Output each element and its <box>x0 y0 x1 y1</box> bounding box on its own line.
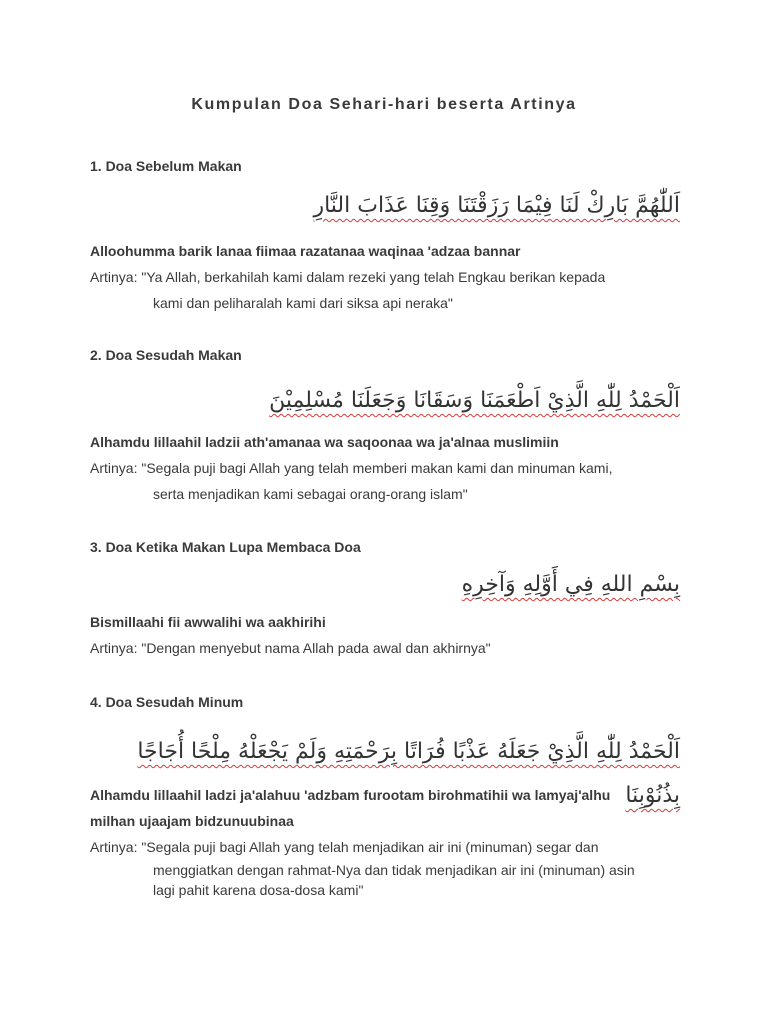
translation <box>90 455 680 507</box>
doa-section-1 <box>90 156 680 316</box>
latin-line: milhan ujaajam bidzunuubinaa <box>90 813 294 829</box>
translation-line: Artinya: "Dengan menyebut nama Allah pada awal dan akhirnya" <box>90 640 491 656</box>
document-title: Kumpulan Doa Sehari-hari beserta Artinya <box>191 96 577 113</box>
arabic-text: اَلْحَمْدُ لِلّٰهِ الَّذِيْ جَعَلَهُ عَذْبًا فُرَاتًا بِرَحْمَتِهِ وَلَمْ يَجْعَلْهُ مِلْحًا أُجَاجًا بِذُنُوْبِنَا <box>137 739 680 808</box>
translation <box>90 834 680 900</box>
doa-section-2 <box>90 345 680 507</box>
translation-line: lagi pahit karena dosa-dosa kami" <box>153 882 364 898</box>
doa-heading: 1. Doa Sebelum Makan <box>90 158 242 174</box>
doa-section-4 <box>90 692 680 900</box>
translation-line: kami dan peliharalah kami dari siksa api neraka" <box>153 295 453 311</box>
doa-heading: 4. Doa Sesudah Minum <box>90 694 244 710</box>
latin-transliteration <box>90 782 680 834</box>
translation <box>90 264 680 316</box>
translation-line: Artinya: "Ya Allah, berkahilah kami dalam rezeki yang telah Engkau berikan kepada <box>90 269 606 285</box>
translation <box>90 635 680 661</box>
doa-heading: 2. Doa Sesudah Makan <box>90 347 242 363</box>
arabic-text: اَللّٰهُمَّ بَارِكْ لَنَا فِيْمَا رَزَقْتَنَا وَقِنَا عَذَابَ النَّارِ <box>313 193 680 218</box>
latin-transliteration: Alhamdu lillaahil ladzii ath'amanaa wa saqoonaa wa ja'alnaa muslimiin <box>90 434 559 450</box>
arabic-text: اَلْحَمْدُ لِلّٰهِ الَّذِيْ اَطْعَمَنَا وَسَقَانَا وَجَعَلَنَا مُسْلِمِيْنَ <box>269 388 680 413</box>
latin-transliteration: Alloohumma barik lanaa fiimaa razatanaa waqinaa 'adzaa bannar <box>90 243 521 259</box>
doa-heading: 3. Doa Ketika Makan Lupa Membaca Doa <box>90 539 361 555</box>
translation-line: serta menjadikan kami sebagai orang-orang islam" <box>153 486 468 502</box>
arabic-text: بِسْمِ اللهِ فِي أَوَّلِهِ وَآخِرِهِ <box>461 572 680 597</box>
translation-line: menggiatkan dengan rahmat-Nya dan tidak menjadikan air ini (minuman) asin <box>153 862 635 878</box>
latin-line: Alhamdu lillaahil ladzi ja'alahuu 'adzbam furootam birohmatihii wa lamyaj'alhu <box>90 787 611 803</box>
translation-line: Artinya: "Segala puji bagi Allah yang telah menjadikan air ini (minuman) segar dan <box>90 839 599 855</box>
latin-transliteration: Bismillaahi fii awwalihi wa aakhirihi <box>90 614 326 630</box>
translation-line: Artinya: "Segala puji bagi Allah yang telah memberi makan kami dan minuman kami, <box>90 460 613 476</box>
doa-section-3 <box>90 537 680 661</box>
